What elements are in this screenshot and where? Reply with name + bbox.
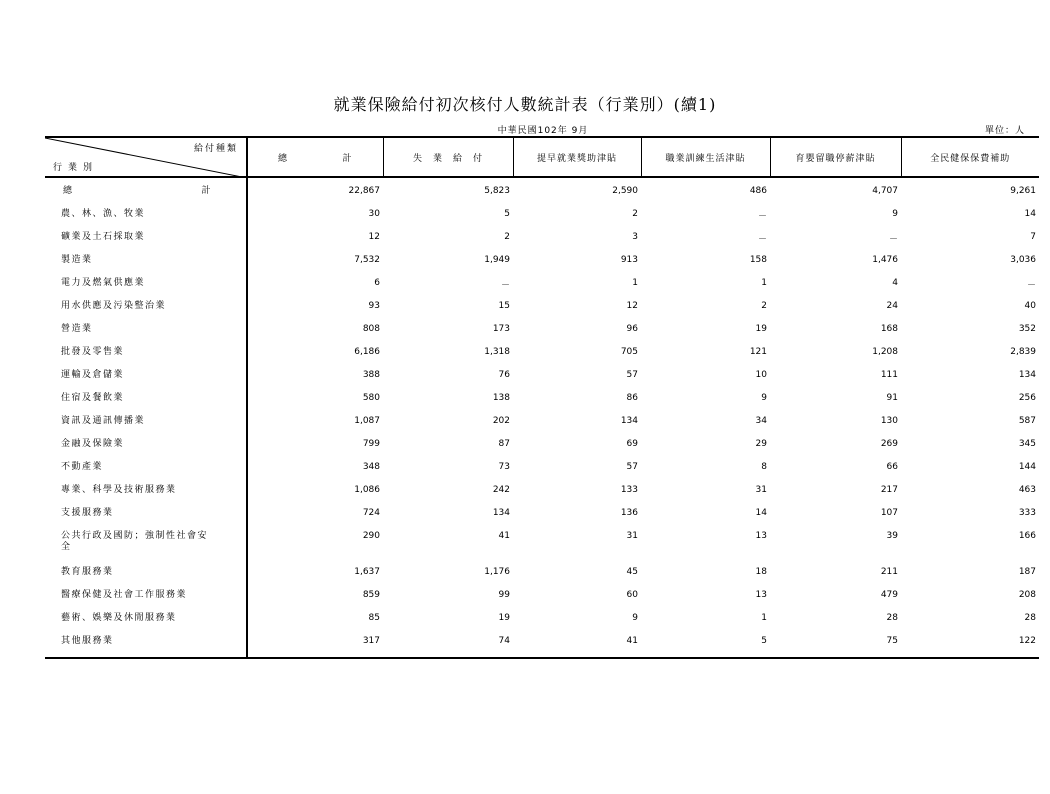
- cell-parental-leave: 4,707: [872, 186, 898, 196]
- table-row: [45, 453, 1039, 476]
- cell-total: 6: [374, 278, 380, 288]
- row-label: 礦業及土石採取業: [45, 223, 247, 246]
- cell-reemployment: 705: [620, 347, 638, 357]
- cell-health-insurance: 352: [1018, 324, 1036, 334]
- cell-reemployment: 12: [626, 301, 638, 311]
- cell-total: 85: [368, 613, 380, 623]
- cell-reemployment: 134: [620, 416, 638, 426]
- cell-total: 348: [362, 462, 380, 472]
- cell-reemployment: 133: [620, 485, 638, 495]
- cell-training: 14: [755, 508, 767, 518]
- row-label: 金融及保險業: [45, 430, 247, 453]
- row-label: [45, 522, 247, 558]
- total-label-right: 計: [201, 186, 212, 196]
- cell-reemployment: 41: [513, 627, 641, 658]
- table-header: [45, 137, 1039, 177]
- table-row: [45, 384, 1039, 407]
- cell-unemployment: 19: [498, 613, 510, 623]
- table-row: [45, 292, 1039, 315]
- cell-training: 121: [749, 347, 767, 357]
- row-label: 批發及零售業: [45, 338, 247, 361]
- cell-parental-leave: 1,208: [872, 347, 898, 357]
- cell-reemployment: 1: [632, 278, 638, 288]
- cell-parental-leave: 479: [880, 590, 898, 600]
- cell-parental-leave: 9: [892, 209, 898, 219]
- cell-total: 290: [362, 531, 380, 541]
- cell-total: 859: [362, 590, 380, 600]
- cell-total: 7,532: [354, 255, 380, 265]
- cell-total: 808: [362, 324, 380, 334]
- cell-total: 30: [368, 209, 380, 219]
- cell-total: 22,867: [348, 186, 380, 196]
- cell-total: 12: [368, 232, 380, 242]
- cell-unemployment: 1,318: [484, 347, 510, 357]
- cell-health-insurance: 333: [1018, 508, 1036, 518]
- cell-parental-leave: 111: [880, 370, 898, 380]
- table-row: [45, 407, 1039, 430]
- cell-total: 1,637: [354, 567, 380, 577]
- row-label: 製造業: [45, 246, 247, 269]
- cell-parental-leave: 211: [880, 567, 898, 577]
- header-total: [247, 137, 383, 177]
- table-row: [45, 522, 1039, 558]
- cell-parental-leave: 24: [886, 301, 898, 311]
- cell-training: 2: [761, 301, 767, 311]
- row-label: 藝術、娛樂及休閒服務業: [45, 604, 247, 627]
- cell-parental-leave: －: [888, 235, 898, 245]
- row-label: 支援服務業: [45, 499, 247, 522]
- cell-training: 8: [761, 462, 767, 472]
- header-col-training: 職業訓練生活津貼: [641, 137, 770, 177]
- cell-parental-leave: 39: [886, 531, 898, 541]
- header-total-left: 總: [278, 153, 289, 164]
- table-row: [45, 581, 1039, 604]
- cell-unemployment: 87: [498, 439, 510, 449]
- table-row-total: [45, 177, 1039, 200]
- row-label: 住宿及餐飲業: [45, 384, 247, 407]
- cell-health-insurance: 256: [1018, 393, 1036, 403]
- cell-health-insurance: 345: [1018, 439, 1036, 449]
- table-row: [45, 223, 1039, 246]
- cell-health-insurance: 122: [901, 627, 1039, 658]
- unit-label: 單位：人: [985, 126, 1026, 136]
- cell-health-insurance: －: [1026, 281, 1036, 291]
- cell-unemployment: 5,823: [484, 186, 510, 196]
- corner-benefit-type-label: 給付種類: [193, 144, 238, 154]
- cell-training: 19: [755, 324, 767, 334]
- cell-unemployment: 1,949: [484, 255, 510, 265]
- total-label-left: 總: [63, 186, 74, 196]
- cell-reemployment: 86: [626, 393, 638, 403]
- cell-training: 18: [755, 567, 767, 577]
- cell-parental-leave: 130: [880, 416, 898, 426]
- cell-parental-leave: 28: [886, 613, 898, 623]
- cell-parental-leave: 107: [880, 508, 898, 518]
- row-label: 農、林、漁、牧業: [45, 200, 247, 223]
- cell-unemployment: 2: [504, 232, 510, 242]
- table-row: [45, 499, 1039, 522]
- cell-reemployment: 96: [626, 324, 638, 334]
- report-period: 中華民國102年 9月: [497, 126, 589, 136]
- cell-total: 388: [362, 370, 380, 380]
- cell-parental-leave: 66: [886, 462, 898, 472]
- table-row: [45, 604, 1039, 627]
- row-label: 其他服務業: [45, 627, 247, 658]
- cell-unemployment: 99: [498, 590, 510, 600]
- cell-unemployment: 138: [492, 393, 510, 403]
- cell-parental-leave: 4: [892, 278, 898, 288]
- row-label: 醫療保健及社會工作服務業: [45, 581, 247, 604]
- cell-unemployment: 73: [498, 462, 510, 472]
- cell-total: 317: [247, 627, 383, 658]
- cell-parental-leave: 75: [770, 627, 901, 658]
- page-title: 就業保險給付初次核付人數統計表（行業別）(續1): [333, 95, 717, 114]
- header-col-health-insurance: 全民健保保費補助: [901, 137, 1039, 177]
- cell-unemployment: 134: [492, 508, 510, 518]
- row-label: 不動產業: [45, 453, 247, 476]
- cell-parental-leave: 217: [880, 485, 898, 495]
- cell-health-insurance: 9,261: [1010, 186, 1036, 196]
- row-label: 資訊及通訊傳播業: [45, 407, 247, 430]
- cell-health-insurance: 134: [1018, 370, 1036, 380]
- cell-parental-leave: 91: [886, 393, 898, 403]
- cell-reemployment: 57: [626, 370, 638, 380]
- cell-unemployment: －: [500, 281, 510, 291]
- header-col-reemployment: 提早就業獎助津貼: [513, 137, 641, 177]
- cell-health-insurance: 7: [1030, 232, 1036, 242]
- cell-total: 93: [368, 301, 380, 311]
- row-label: 電力及燃氣供應業: [45, 269, 247, 292]
- row-label: 教育服務業: [45, 558, 247, 581]
- table-body: [45, 177, 1039, 658]
- cell-reemployment: 45: [626, 567, 638, 577]
- table-row: [45, 361, 1039, 384]
- cell-reemployment: 57: [626, 462, 638, 472]
- cell-training: 13: [755, 590, 767, 600]
- cell-reemployment: 2,590: [612, 186, 638, 196]
- cell-training: 10: [755, 370, 767, 380]
- cell-total: 724: [362, 508, 380, 518]
- cell-training: 1: [761, 613, 767, 623]
- cell-training: －: [757, 235, 767, 245]
- cell-reemployment: 9: [632, 613, 638, 623]
- cell-reemployment: 2: [632, 209, 638, 219]
- cell-unemployment: 242: [492, 485, 510, 495]
- cell-training: 1: [761, 278, 767, 288]
- cell-total: 6,186: [354, 347, 380, 357]
- table-row: [45, 338, 1039, 361]
- cell-training: 486: [749, 186, 767, 196]
- row-label: 營造業: [45, 315, 247, 338]
- header-col-unemployment: 失 業 給 付: [383, 137, 513, 177]
- cell-unemployment: 173: [492, 324, 510, 334]
- row-label-text: 公共行政及國防；強制性社會安全: [61, 531, 209, 552]
- cell-unemployment: 1,176: [484, 567, 510, 577]
- table-row: [45, 315, 1039, 338]
- row-label: 運輸及倉儲業: [45, 361, 247, 384]
- cell-parental-leave: 168: [880, 324, 898, 334]
- cell-training: 9: [761, 393, 767, 403]
- cell-parental-leave: 269: [880, 439, 898, 449]
- cell-training: 158: [749, 255, 767, 265]
- cell-unemployment: 76: [498, 370, 510, 380]
- cell-unemployment: 15: [498, 301, 510, 311]
- cell-reemployment: 60: [626, 590, 638, 600]
- cell-health-insurance: 208: [1018, 590, 1036, 600]
- cell-parental-leave: 1,476: [872, 255, 898, 265]
- cell-health-insurance: 40: [1024, 301, 1036, 311]
- cell-health-insurance: 166: [1018, 531, 1036, 541]
- cell-total: 799: [362, 439, 380, 449]
- table-row: [45, 430, 1039, 453]
- cell-health-insurance: 144: [1018, 462, 1036, 472]
- row-label: 專業、科學及技術服務業: [45, 476, 247, 499]
- cell-reemployment: 913: [620, 255, 638, 265]
- header-total-right: 計: [342, 153, 353, 164]
- cell-health-insurance: 463: [1018, 485, 1036, 495]
- header-col-parental-leave: 育嬰留職停薪津貼: [770, 137, 901, 177]
- cell-unemployment: 74: [383, 627, 513, 658]
- cell-training: 5: [641, 627, 770, 658]
- cell-unemployment: 5: [504, 209, 510, 219]
- cell-training: －: [757, 212, 767, 222]
- cell-health-insurance: 14: [1024, 209, 1036, 219]
- table-row: [45, 246, 1039, 269]
- table-row: [45, 476, 1039, 499]
- cell-reemployment: 69: [626, 439, 638, 449]
- table-row: [45, 200, 1039, 223]
- cell-training: 13: [755, 531, 767, 541]
- cell-training: 29: [755, 439, 767, 449]
- cell-health-insurance: 187: [1018, 567, 1036, 577]
- cell-total: 1,086: [354, 485, 380, 495]
- statistics-table: [45, 136, 1039, 659]
- cell-unemployment: 41: [498, 531, 510, 541]
- cell-total: 1,087: [354, 416, 380, 426]
- cell-health-insurance: 3,036: [1010, 255, 1036, 265]
- cell-unemployment: 202: [492, 416, 510, 426]
- cell-training: 34: [755, 416, 767, 426]
- row-label: 用水供應及污染整治業: [45, 292, 247, 315]
- cell-training: 31: [755, 485, 767, 495]
- cell-total: 580: [362, 393, 380, 403]
- table-row: [45, 558, 1039, 581]
- table-row: [45, 627, 1039, 658]
- corner-industry-label: 行業別: [53, 163, 99, 173]
- header-corner-cell: [45, 137, 247, 177]
- cell-health-insurance: 2,839: [1010, 347, 1036, 357]
- cell-reemployment: 3: [632, 232, 638, 242]
- cell-health-insurance: 28: [1024, 613, 1036, 623]
- row-label: [45, 177, 247, 200]
- cell-reemployment: 136: [620, 508, 638, 518]
- cell-health-insurance: 587: [1018, 416, 1036, 426]
- cell-reemployment: 31: [626, 531, 638, 541]
- table-row: [45, 269, 1039, 292]
